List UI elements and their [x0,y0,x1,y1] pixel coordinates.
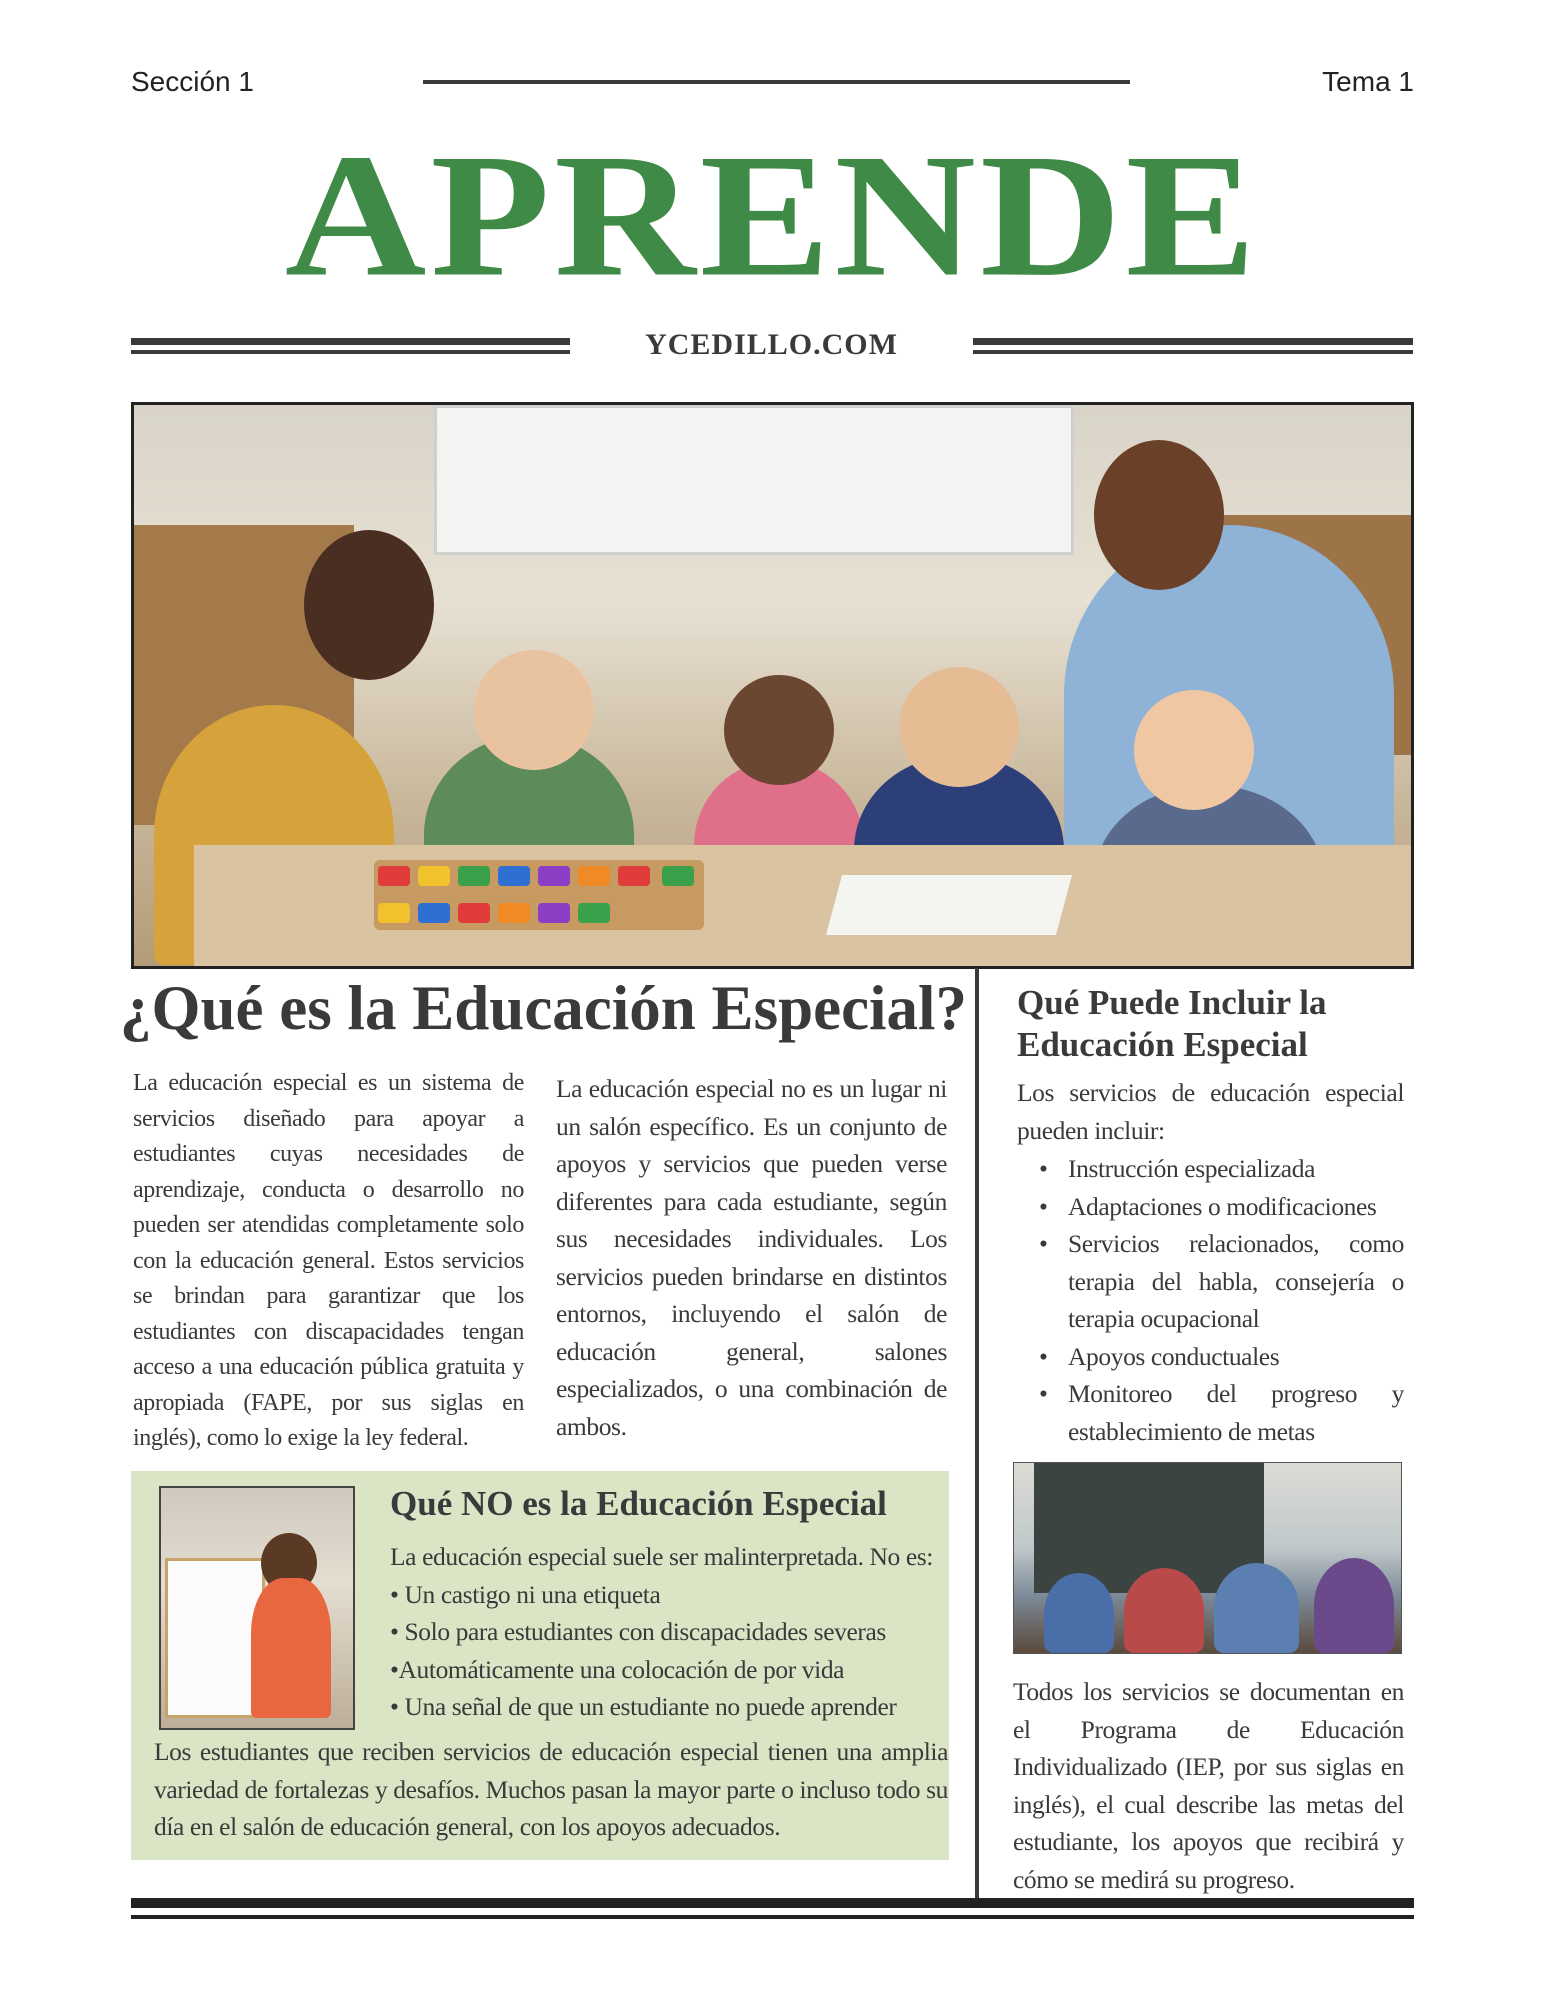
site-url: YCEDILLO.COM [645,328,898,361]
list-item: • Monitoreo del progreso y establecimiento de metas [1017,1375,1404,1450]
topic-label: Tema 1 [1322,66,1414,97]
sidebar-iep-text: Todos los servicios se documentan en el Programa de Educación Individualizado (IEP, por sus siglas en inglés), el cual describe las metas del estudiante, los apoyos que recibirá y cómo se medirá su progreso. [1013,1677,1404,1894]
masthead-rule-right [973,338,1413,356]
sidebar-title: Qué Puede Incluir la Educación Especial [1017,983,1327,1064]
footer-rule-thick [131,1898,1414,1908]
article-column-2: La educación especial no es un lugar ni un salón específico. Es un conjunto de apoyos y servicios que pueden verse diferentes para cada estudiante, según sus necesidades individuales. Los servicios pueden brindarse en distintos entornos, incluyendo el salón de educación general, salones especializados, o una combinación de ambos. [556,1074,947,1441]
callout-list [390,1538,950,1726]
callout-intro: La educación especial suele ser malinterpretada. No es: [390,1542,933,1571]
masthead-rule-left [131,338,570,356]
list-item: • Instrucción especializada [1017,1150,1404,1188]
list-item: • Apoyos conductuales [1017,1338,1404,1376]
callout-whiteboard-image [159,1486,355,1730]
section-label: Sección 1 [131,66,254,97]
list-item: • Una señal de que un estudiante no puede aprender [390,1692,897,1721]
article-headline: ¿Qué es la Educación Especial? [120,973,968,1043]
masthead-title: APRENDE [284,117,1261,314]
article-column-1: La educación especial es un sistema de servicios diseñado para apoyar a estudiantes cuyas necesidades de aprendizaje, conducta o desarrollo no pueden ser atendidas completamente solo con la educación general. Estos servicios se brindan para garantizar que los estudiantes con discapacidades tengan acceso a una educación pública gratuita y apropiada (FAPE, por sus siglas en inglés), como lo exige la ley federal. [133,1070,524,1451]
column-divider [975,968,979,1898]
callout-title: Qué NO es la Educación Especial [390,1484,887,1523]
sidebar-intro: Los servicios de educación especial pueden incluir: [1017,1078,1404,1145]
list-item: • Un castigo ni una etiqueta [390,1579,661,1609]
list-item: •Automáticamente una colocación de por vida [390,1654,845,1684]
callout-bottom-text: Los estudiantes que reciben servicios de educación especial tienen una amplia variedad de fortalezas y desafíos. Muchos pasan la mayor parte o incluso todo su día en el salón de educación general, con los apoyos adecuados. [154,1737,948,1841]
list-item: • Servicios relacionados, como terapia del habla, consejería o terapia ocupacional [1017,1225,1404,1338]
footer-rule-thin [131,1915,1414,1919]
hero-classroom-image [131,402,1414,969]
sidebar-classroom-image [1013,1462,1402,1654]
list-item: • Adaptaciones o modificaciones [1017,1188,1404,1226]
list-item: • Solo para estudiantes con discapacidades severas [390,1617,886,1646]
sidebar-services-list [1017,1150,1404,1450]
top-rule [423,80,1130,84]
